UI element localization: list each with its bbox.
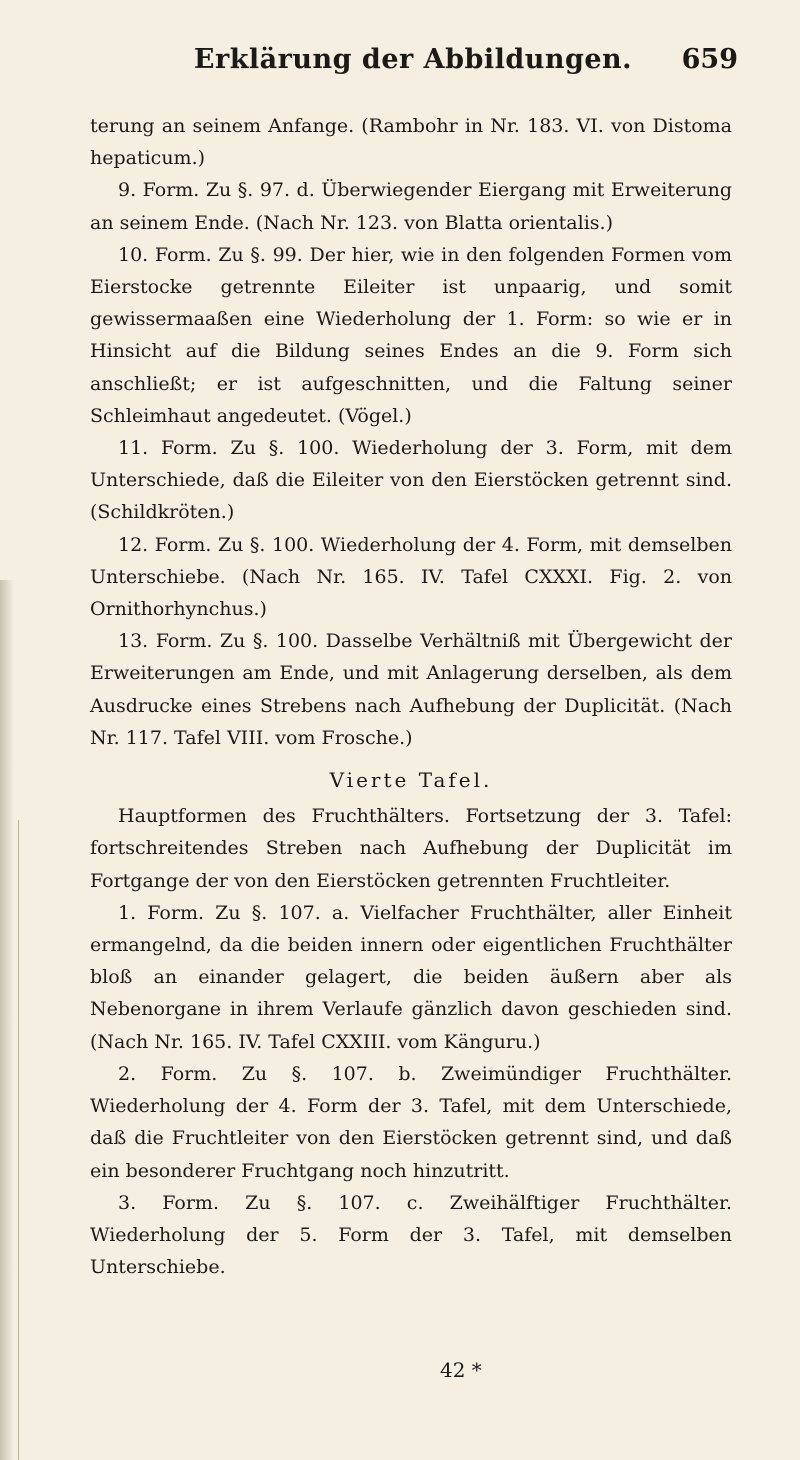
body-text bbox=[90, 110, 732, 1283]
page-number: 659 bbox=[681, 44, 738, 75]
header-title: Erklärung der Abbildungen. bbox=[193, 44, 633, 75]
paragraph-intro: Hauptformen des Fruchthälters. Fortsetzung der 3. Tafel: fortschreitendes Streben nach Aufhebung der Duplicität im Fortgange der von den Eierstöcken getrennten Fruchtleiter. bbox=[90, 805, 732, 892]
margin-line bbox=[18, 820, 19, 1460]
paragraph-form-13: 13. Form. Zu §. 100. Dasselbe Verhältniß mit Übergewicht der Erweiterungen am Ende, und mit Anlagerung derselben, als dem Ausdrucke eines Strebens nach Aufhebung der Duplicität. (Nach Nr. 117. Tafel VIII. vom Frosche.) bbox=[90, 630, 732, 749]
section-heading: Vierte Tafel. bbox=[329, 768, 493, 793]
paragraph-form-9: 9. Form. Zu §. 97. d. Überwiegender Eiergang mit Erweiterung an seinem Ende. (Nach Nr. 123. von Blatta orientalis.) bbox=[90, 179, 732, 234]
paragraph-form-12: 12. Form. Zu §. 100. Wiederholung der 4. Form, mit demselben Unterschiebe. (Nach Nr. 165. IV. Tafel CXXXI. Fig. 2. von Ornithorhynchus.) bbox=[90, 533, 732, 621]
binding-shadow bbox=[0, 580, 14, 1460]
paragraph-form-10: 10. Form. Zu §. 99. Der hier, wie in den folgenden Formen vom Eierstocke getrennte Eileiter ist unpaarig, und somit gewissermaaßen eine Wiederholung der 1. Form: so wie er in Hinsicht auf die Bildung seines Endes an die 9. Form sich anschließt; er ist aufgeschnitten, und die Faltung seiner Schleimhaut angedeutet. (Vögel.) bbox=[90, 243, 732, 427]
paragraph-continuation: terung an seinem Anfange. (Rambohr in Nr. 183. VI. von Distoma hepaticum.) bbox=[90, 115, 732, 170]
paragraph-form-2: 2. Form. Zu §. 107. b. Zweimündiger Fruchthälter. Wiederholung der 4. Form der 3. Tafel, mit dem Unterschiede, daß die Fruchtleiter von den Eierstöcken getrennt sind, und daß ein besonderer Fruchtgang noch hinzutritt. bbox=[90, 1062, 732, 1182]
paragraph-form-3: 3. Form. Zu §. 107. c. Zweihälftiger Fruchthälter. Wiederholung der 5. Form der 3. Tafel, mit demselben Unterschiebe. bbox=[90, 1191, 732, 1279]
paragraph-form-1: 1. Form. Zu §. 107. a. Vielfacher Fruchthälter, aller Einheit ermangelnd, da die beiden innern oder eigentlichen Fruchthälter bloß an einander gelagert, die beiden äußern aber als Nebenorgane in ihrem Verlaufe gänzlich davon geschieden sind. (Nach Nr. 165. IV. Tafel CXXIII. vom Känguru.) bbox=[90, 901, 732, 1053]
signature-mark: 42 * bbox=[440, 1358, 482, 1382]
running-header bbox=[88, 44, 738, 84]
paragraph-form-11: 11. Form. Zu §. 100. Wiederholung der 3. Form, mit dem Unterschiede, daß die Eileiter von den Eierstöcken getrennt sind. (Schildkröten.) bbox=[90, 437, 732, 524]
